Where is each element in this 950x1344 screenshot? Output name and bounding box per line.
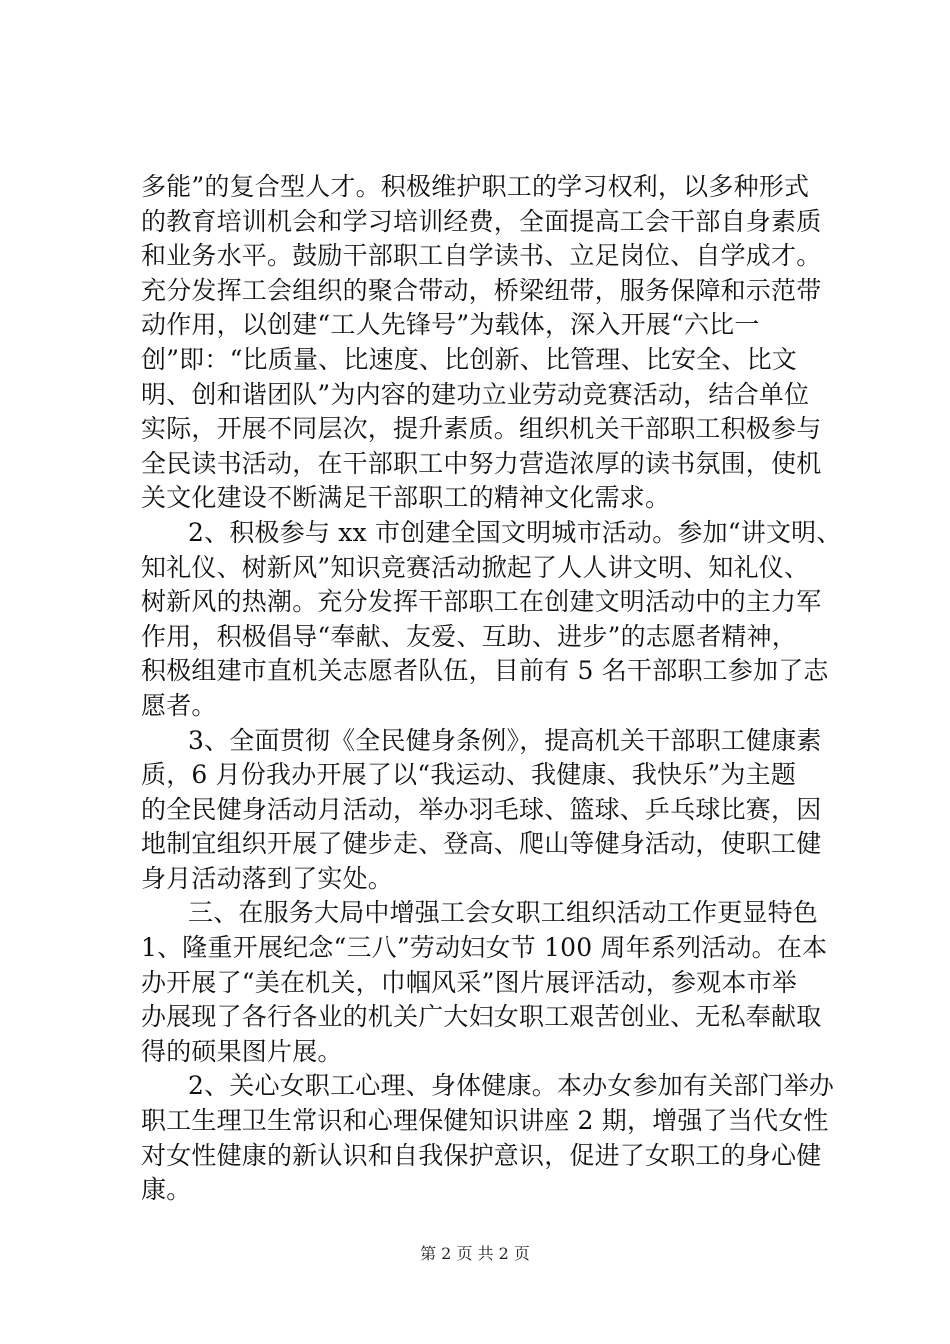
text-line: 创”即：“比质量、比速度、比创新、比管理、比安全、比文	[141, 344, 797, 374]
text-line: 树新风的热潮。充分发挥干部职工在创建文明活动中的主力军	[141, 587, 822, 617]
text-line: 的全民健身活动月活动，举办羽毛球、篮球、乒乓球比赛，因	[141, 794, 822, 824]
text-line: 地制宜组织开展了健步走、登高、爬山等健身活动，使职工健	[141, 829, 822, 859]
text-line: 得的硕果图片展。	[141, 1036, 343, 1066]
text-line: 和业务水平。鼓励干部职工自学读书、立足岗位、自学成才。	[141, 241, 822, 271]
text-line: 积极组建市直机关志愿者队伍，目前有 5 名干部职工参加了志	[141, 656, 829, 686]
text-line: 1、隆重开展纪念“三八”劳动妇女节 100 周年系列活动。在本	[141, 933, 828, 963]
text-line: 多能”的复合型人才。积极维护职工的学习权利，以多种形式	[141, 172, 810, 201]
text-line: 对女性健康的新认识和自我保护意识，促进了女职工的身心健	[141, 1140, 822, 1170]
text-line: 关文化建设不断满足干部职工的精神文化需求。	[141, 483, 671, 513]
text-line: 2、关心女职工心理、身体健康。本办女参加有关部门举办	[188, 1071, 835, 1101]
text-line: 办开展了“美在机关，巾帼风采”图片展评活动，参观本市举	[141, 967, 797, 997]
text-line: 办展现了各行各业的机关广大妇女职工艰苦创业、无私奉献取	[141, 1002, 822, 1032]
text-line: 的教育培训机会和学习培训经费，全面提高工会干部自身素质	[141, 206, 822, 236]
text-line: 2、积极参与 xx 市创建全国文明城市活动。参加“讲文明、	[188, 517, 842, 547]
text-line: 质，6 月份我办开展了以“我运动、我健康、我快乐”为主题	[141, 760, 797, 790]
text-line: 知礼仪、树新风”知识竞赛活动掀起了人人讲文明、知礼仪、	[141, 552, 810, 582]
text-line: 康。	[141, 1175, 192, 1205]
text-line: 充分发挥工会组织的聚合带动，桥梁纽带，服务保障和示范带	[141, 275, 822, 305]
body-text	[141, 170, 841, 1208]
text-line: 三、在服务大局中增强工会女职工组织活动工作更显特色	[188, 898, 819, 928]
text-line: 明、创和谐团队”为内容的建功立业劳动竞赛活动，结合单位	[141, 379, 810, 409]
text-line: 职工生理卫生常识和心理保健知识讲座 2 期，增强了当代女性	[141, 1106, 829, 1136]
text-line: 动作用，以创建“工人先锋号”为载体，深入开展“六比一	[141, 310, 760, 340]
page-footer: 第 2 页 共 2 页	[420, 1244, 530, 1263]
text-line: 身月活动落到了实处。	[141, 863, 394, 893]
text-line: 全民读书活动，在干部职工中努力营造浓厚的读书氛围，使机	[141, 448, 822, 478]
text-line: 愿者。	[141, 690, 217, 720]
text-line: 3、全面贯彻《全民健身条例》，提高机关干部职工健康素	[188, 725, 822, 755]
text-line: 实际，开展不同层次，提升素质。组织机关干部职工积极参与	[141, 414, 822, 444]
text-line: 作用，积极倡导“奉献、友爱、互助、进步”的志愿者精神，	[141, 621, 797, 651]
